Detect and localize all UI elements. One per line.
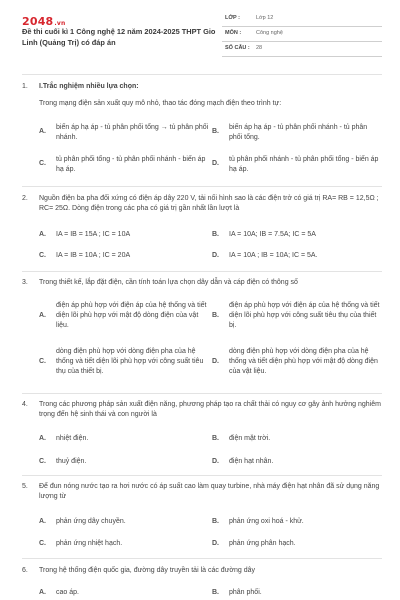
option-text: tủ phân phối nhánh - tủ phân phối tổng - biến áp hạ áp.: [229, 156, 379, 174]
section-title: I.Trắc nghiệm nhiều lựa chọn:: [39, 83, 139, 90]
question-number: 3.: [22, 279, 28, 286]
question-text: Trong các phương pháp sản xuất điện năng, phương pháp tạo ra chất thải có nguy cơ gây ảnh hưởng nghiêm trọng đến hệ sinh thái và con người là: [39, 401, 381, 419]
question-4: [22, 400, 382, 470]
option-text: nhiệt điện.: [56, 435, 89, 442]
meta-row-subject: [222, 27, 382, 42]
option-text: phản ứng dây chuyền.: [56, 518, 126, 525]
option-text: điện áp phù hợp với điện áp của hệ thống và tiết diện lõi phù hợp với công suất tiêu thụ của thiết bị.: [229, 302, 380, 330]
option-text: dòng điện phù hợp với dòng điện pha của hệ thống và tiết diện lõi phù hợp với công suất tiêu thụ của thiết bị.: [56, 348, 204, 376]
option-letter: C.: [39, 458, 46, 465]
logo-text: 2048: [22, 15, 54, 28]
divider: [22, 74, 382, 75]
option-letter: B.: [212, 128, 219, 135]
option-text: phản ứng phân hạch.: [229, 540, 296, 547]
question-2: [22, 194, 382, 264]
logo-suffix: .vn: [54, 20, 66, 27]
option-letter: D.: [212, 458, 219, 465]
meta-key: LỚP :: [225, 15, 240, 21]
option-text: IA = IB = 15A ; IC = 10A: [56, 231, 131, 238]
divider: [22, 271, 382, 272]
option-letter: D.: [212, 540, 219, 547]
option-letter: C.: [39, 540, 46, 547]
question-5: [22, 482, 382, 552]
question-text: Trong thiết kế, lắp đặt điện, cần tính toán lựa chọn dây dẫn và cáp điện có thông số: [39, 279, 298, 286]
meta-info: [222, 12, 382, 57]
option-text: điện áp phù hợp với điện áp của hệ thống và tiết diện lõi phù hợp với mật độ dòng điện của vật liệu.: [56, 302, 207, 330]
meta-row-class: [222, 12, 382, 27]
option-letter: B.: [212, 231, 219, 238]
option-letter: D.: [212, 252, 219, 259]
question-text: Nguồn điện ba pha đối xứng có điện áp dây 220 V, tải nối hình sao là các điện trở có giá trị RA= RB = 12,5Ω ; RC= 25Ω. Dòng điện trong các pha có giá trị gần nhất lần lượt là: [39, 195, 379, 213]
option-letter: C.: [39, 252, 46, 259]
meta-value: 28: [256, 45, 263, 51]
meta-key: SỐ CÂU :: [225, 45, 250, 51]
option-text: dòng điện phù hợp với dòng điện pha của hệ thống và tiết diện phù hợp với mật độ dòng điện của vật liệu.: [229, 348, 378, 376]
option-letter: A.: [39, 231, 46, 238]
option-letter: A.: [39, 312, 46, 319]
option-text: tủ phân phối tổng - tủ phân phối nhánh - biến áp hạ áp.: [56, 156, 206, 174]
option-text: phản ứng oxi hoá - khử.: [229, 518, 304, 525]
question-number: 6.: [22, 567, 28, 574]
option-text: điện hạt nhân.: [229, 458, 274, 465]
option-text: phân phối.: [229, 589, 262, 596]
option-letter: A.: [39, 435, 46, 442]
question-number: 2.: [22, 195, 28, 202]
question-number: 1.: [22, 83, 28, 90]
question-number: 4.: [22, 401, 28, 408]
option-letter: B.: [212, 312, 219, 319]
divider: [22, 558, 382, 559]
question-6: [22, 566, 382, 600]
meta-value: Công nghệ: [256, 30, 283, 36]
question-3: [22, 278, 382, 386]
option-letter: B.: [212, 518, 219, 525]
document-title: Đề thi cuối kì 1 Công nghệ 12 năm 2024-2025 THPT Gio Linh (Quảng Trị) có đáp án: [22, 27, 216, 47]
question-number: 5.: [22, 483, 28, 490]
meta-row-count: [222, 42, 382, 57]
option-letter: D.: [212, 160, 219, 167]
question-1: [22, 82, 382, 177]
option-text: IA = 10A ; IB = 10A; IC = 5A.: [229, 252, 318, 259]
divider: [22, 475, 382, 476]
option-text: phản ứng nhiệt hạch.: [56, 540, 123, 547]
option-text: điện mặt trời.: [229, 435, 271, 442]
page-header: [0, 0, 400, 62]
question-text: Trong hệ thống điện quốc gia, đường dây truyền tải là các đường dây: [39, 567, 255, 574]
option-text: biến áp hạ áp - tủ phân phối nhánh - tủ phân phối tổng.: [229, 124, 368, 142]
option-letter: C.: [39, 160, 46, 167]
option-letter: B.: [212, 435, 219, 442]
question-text: Trong mạng điện sản xuất quy mô nhỏ, thao tác đóng mạch điện theo trình tự:: [39, 100, 282, 107]
question-text: Để đun nóng nước tạo ra hơi nước có áp suất cao làm quay turbine, nhà máy điện hạt nhân đã sử dụng năng lượng từ: [39, 483, 380, 501]
divider: [22, 186, 382, 187]
option-text: thuỷ điện.: [56, 458, 87, 465]
meta-value: Lớp 12: [256, 15, 274, 21]
meta-key: MÔN :: [225, 30, 242, 36]
option-letter: A.: [39, 518, 46, 525]
divider: [22, 393, 382, 394]
option-letter: A.: [39, 589, 46, 596]
option-letter: A.: [39, 128, 46, 135]
option-text: cao áp.: [56, 589, 79, 596]
option-text: IA = IB = 10A ; IC = 20A: [56, 252, 131, 259]
option-letter: B.: [212, 589, 219, 596]
option-text: IA = 10A; IB = 7.5A; IC = 5A: [229, 231, 316, 238]
option-letter: C.: [39, 358, 46, 365]
option-text: biến áp hạ áp - tủ phân phối tổng → tủ phân phối nhánh.: [56, 124, 209, 142]
option-letter: D.: [212, 358, 219, 365]
